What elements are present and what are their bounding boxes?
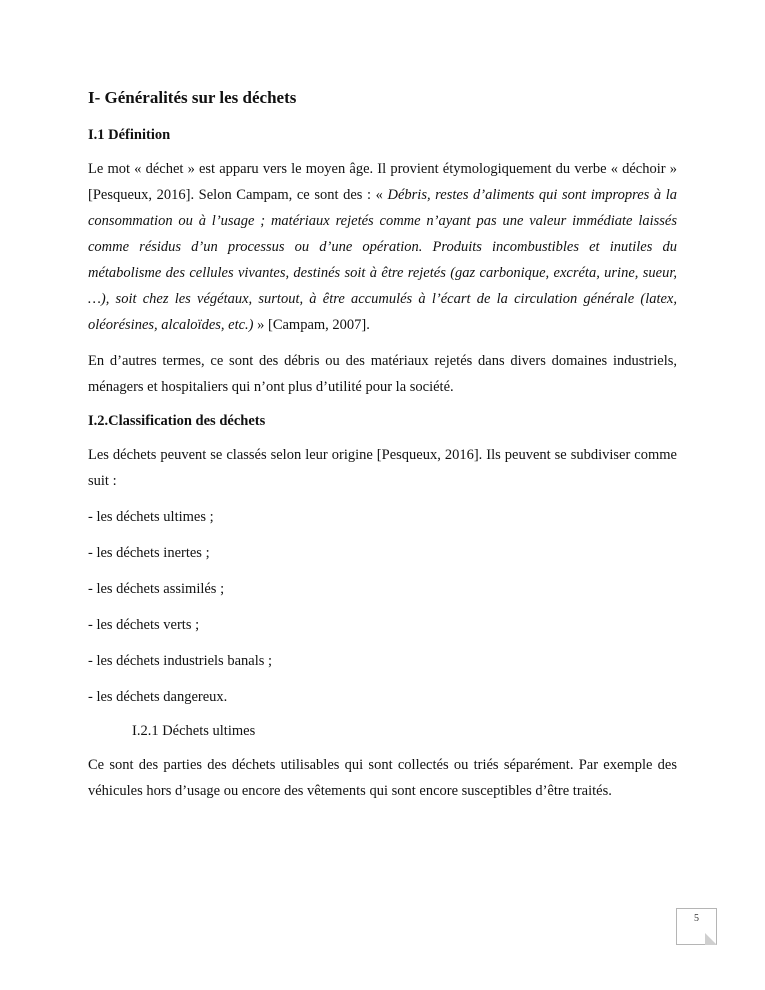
definition-quote-text: Débris, restes d’aliments qui sont impropres à la consommation ou à l’usage ; matériaux rejetés comme n’ayant pas une valeur immédiate laissés comme résidus d’un processus ou d’une opération. Produits incombustibles et inutiles du métabolisme des cellules vivantes, destinés soit à être rejetés (gaz carbonique, excréta, urine, sueur, …), soit chez les végétaux, surtout, à être accumulés à l’écart de la circulation générale (latex, oléorésines, alcaloïdes, etc.): [88, 187, 678, 333]
definition-intro-text: Le mot « déchet » est apparu vers le moyen âge. Il provient étymologiquement du verbe « déchoir » [Pesqueux, 2016]. Selon Campam, ce sont des : «: [88, 161, 677, 203]
definition-paragraph: [88, 156, 677, 338]
page-number: 5: [694, 913, 699, 924]
list-item: - les déchets verts ;: [88, 617, 200, 633]
list-item: - les déchets ultimes ;: [88, 509, 214, 525]
definition-paragraph-2: En d’autres termes, ce sont des débris ou des matériaux rejetés dans divers domaines industriels, ménagers et hospitaliers qui n’ont plus d’utilité pour la société.: [88, 353, 677, 395]
document-page: [88, 84, 677, 814]
page-number-box: [676, 908, 717, 945]
list-item: - les déchets inertes ;: [88, 545, 210, 561]
classification-intro: Les déchets peuvent se classés selon leur origine [Pesqueux, 2016]. Ils peuvent se subdiviser comme suit :: [88, 447, 677, 489]
list-item: - les déchets industriels banals ;: [88, 653, 273, 669]
definition-citation-text: » [Campam, 2007].: [253, 317, 370, 333]
classification-heading: I.2.Classification des déchets: [88, 413, 266, 429]
page-fold-icon: [705, 933, 717, 945]
main-heading: I- Généralités sur les déchets: [88, 88, 297, 107]
ultimes-subheading: I.2.1 Déchets ultimes: [132, 723, 256, 739]
ultimes-paragraph: Ce sont des parties des déchets utilisables qui sont collectés ou triés séparément. Par exemple des véhicules hors d’usage ou encore des vêtements qui sont encore susceptibles d’être traités.: [88, 757, 677, 799]
definition-heading: I.1 Définition: [88, 127, 171, 143]
list-item: - les déchets assimilés ;: [88, 581, 225, 597]
list-item: - les déchets dangereux.: [88, 689, 228, 705]
